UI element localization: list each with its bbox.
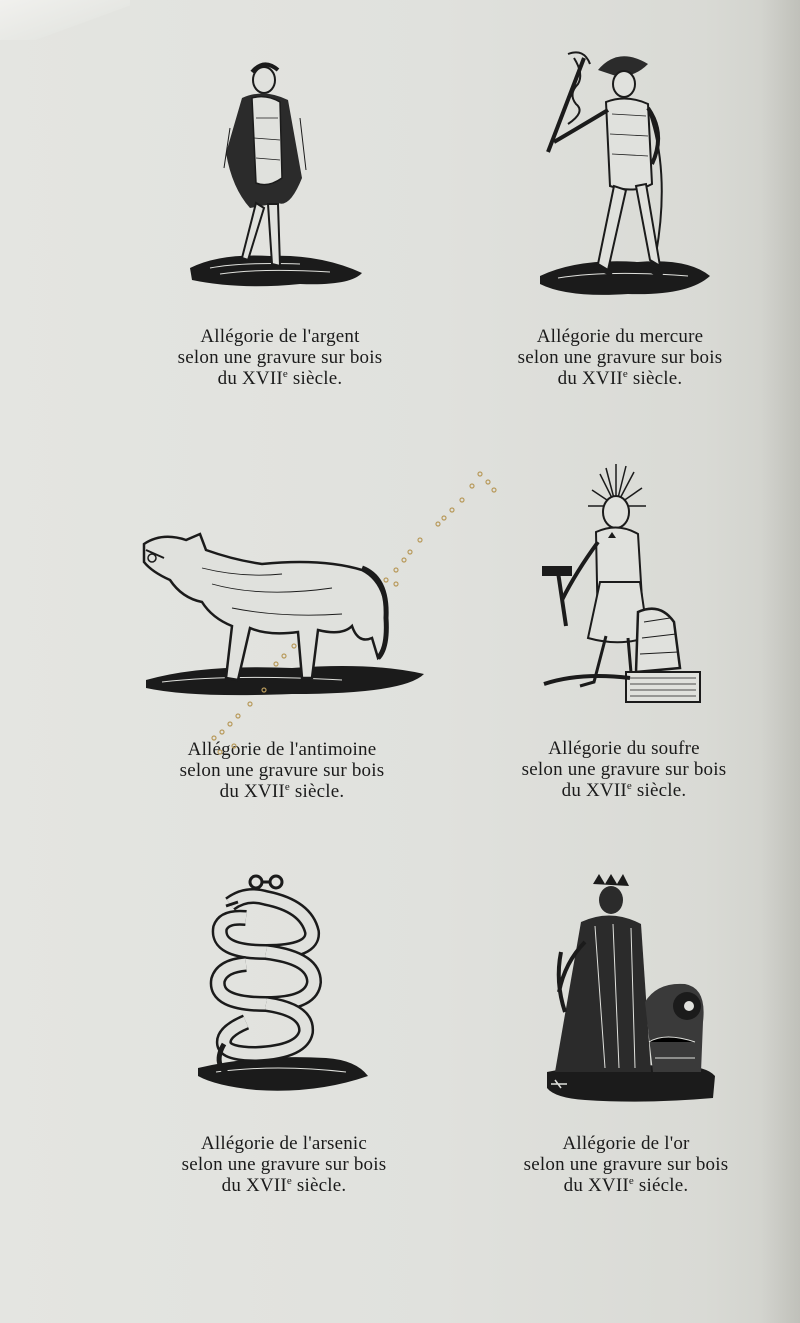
caption-date: du XVIIe siècle. — [221, 1175, 347, 1196]
caption-source: selon une gravure sur bois — [179, 760, 385, 781]
caption-soufre — [464, 738, 784, 801]
caption-title: Allégorie du soufre — [548, 738, 700, 759]
caption-title: Allégorie de l'argent — [200, 326, 360, 347]
caption-title: Allégorie de l'antimoine — [187, 739, 377, 760]
caption-date: du XVIIe siécle. — [563, 1175, 689, 1196]
woodcut-soufre — [540, 462, 708, 707]
woodcut-arsenic — [196, 872, 371, 1097]
caption-arsenic — [124, 1133, 444, 1196]
caption-source: selon une gravure sur bois — [521, 759, 727, 780]
caption-date: du XVIIe siècle. — [561, 780, 687, 801]
woodcut-or — [545, 872, 717, 1104]
caption-title: Allégorie de l'or — [562, 1133, 690, 1154]
caption-title: Allégorie du mercure — [536, 326, 704, 347]
caption-source: selon une gravure sur bois — [181, 1154, 387, 1175]
page-gutter-shadow — [760, 0, 800, 1323]
caption-source: selon une gravure sur bois — [523, 1154, 729, 1175]
woodcut-argent — [180, 58, 370, 303]
caption-or — [466, 1133, 786, 1196]
caption-title: Allégorie de l'arsenic — [200, 1133, 368, 1154]
caption-date: du XVIIe siècle. — [557, 368, 683, 389]
caption-mercure — [460, 326, 780, 389]
page-corner — [0, 0, 130, 40]
caption-source: selon une gravure sur bois — [177, 347, 383, 368]
foxing-stains — [190, 460, 520, 760]
woodcut-mercure — [538, 44, 713, 302]
caption-date: du XVIIe siècle. — [217, 368, 343, 389]
caption-source: selon une gravure sur bois — [517, 347, 723, 368]
caption-date: du XVIIe siècle. — [219, 781, 345, 802]
caption-argent — [120, 326, 440, 389]
